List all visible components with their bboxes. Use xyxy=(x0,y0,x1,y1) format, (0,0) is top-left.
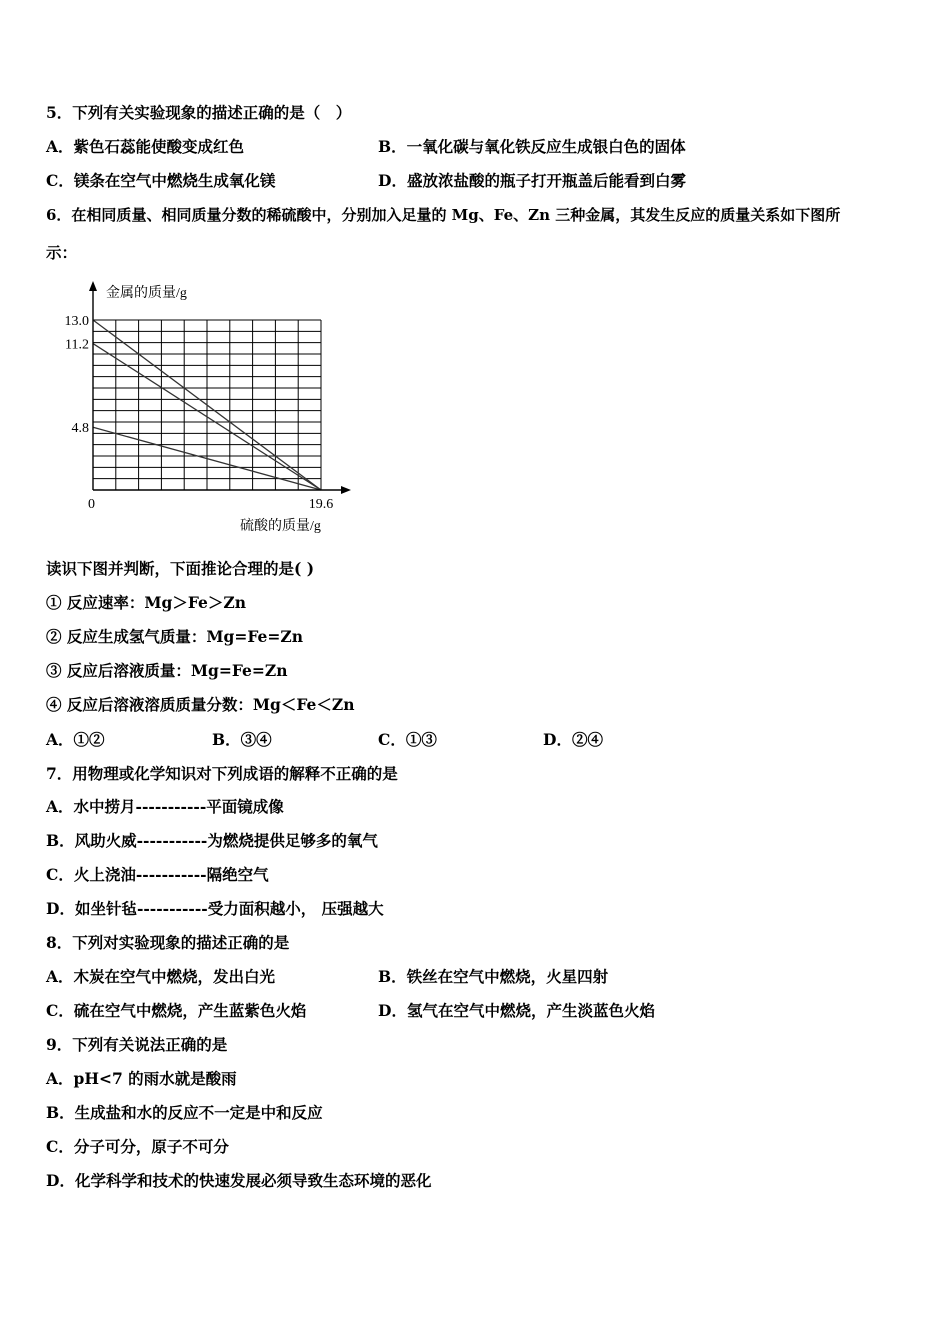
y-tick-label: 11.2 xyxy=(65,337,89,353)
q6-statement-1: ① 反应速率：Mg＞Fe＞Zn xyxy=(46,593,246,612)
q9-option-d: D．化学科学和技术的快速发展必须导致生态环境的恶化 xyxy=(46,1171,432,1190)
q6-option-c: C．①③ xyxy=(378,730,437,749)
q5-option-a: A．紫色石蕊能使酸变成红色 xyxy=(46,137,245,156)
q5-option-b: B．一氧化碳与氧化铁反应生成银白色的固体 xyxy=(378,137,686,156)
q5-stem: 5．下列有关实验现象的描述正确的是（ ） xyxy=(46,103,352,122)
q9-stem: 9．下列有关说法正确的是 xyxy=(46,1035,228,1054)
q6-statement-4: ④ 反应后溶液溶质质量分数：Mg＜Fe＜Zn xyxy=(46,695,355,714)
q9-option-b: B．生成盐和水的反应不一定是中和反应 xyxy=(46,1103,323,1122)
q6-option-b: B．③④ xyxy=(212,730,272,749)
q6-question: 读识下图并判断，下面推论合理的是( ) xyxy=(46,559,315,578)
x-axis-arrow xyxy=(341,486,351,494)
q7-option-b: B．风助火威-----------为燃烧提供足够多的氧气 xyxy=(46,831,378,850)
q6-statement-2: ② 反应生成氢气质量：Mg=Fe=Zn xyxy=(46,627,303,646)
q9-option-c: C．分子可分，原子不可分 xyxy=(46,1137,229,1156)
y-tick-label: 4.8 xyxy=(71,421,89,437)
q5-option-c: C．镁条在空气中燃烧生成氧化镁 xyxy=(46,171,276,190)
x-axis-label: 硫酸的质量/g xyxy=(240,519,321,534)
q6-stem-line2: 示： xyxy=(46,243,78,262)
q8-option-a: A．木炭在空气中燃烧，发出白光 xyxy=(46,967,276,986)
q6-option-a: A．①② xyxy=(46,730,105,749)
q6-statement-3: ③ 反应后溶液质量：Mg=Fe=Zn xyxy=(46,661,288,680)
q8-option-c: C．硫在空气中燃烧，产生蓝紫色火焰 xyxy=(46,1001,307,1020)
q7-stem: 7．用物理或化学知识对下列成语的解释不正确的是 xyxy=(46,764,398,783)
q6-stem-line1: 6．在相同质量、相同质量分数的稀硫酸中，分别加入足量的 Mg、Fe、Zn 三种金属，其发生反应的质量关系如下图所 xyxy=(46,206,841,224)
q9-option-a: A．pH<7 的雨水就是酸雨 xyxy=(46,1069,237,1088)
q5-option-d: D．盛放浓盐酸的瓶子打开瓶盖后能看到白雾 xyxy=(378,171,686,190)
q8-option-d: D．氢气在空气中燃烧，产生淡蓝色火焰 xyxy=(378,1001,655,1020)
q6-option-d: D．②④ xyxy=(543,730,603,749)
y-tick-label: 13.0 xyxy=(64,314,89,329)
origin-label: 0 xyxy=(88,497,95,512)
mass-relation-chart xyxy=(40,275,360,540)
q8-option-b: B．铁丝在空气中燃烧，火星四射 xyxy=(378,967,609,986)
q7-option-a: A．水中捞月-----------平面镜成像 xyxy=(46,797,284,816)
x-tick-label: 19.6 xyxy=(308,497,334,512)
q7-option-c: C．火上浇油-----------隔绝空气 xyxy=(46,865,269,884)
q7-option-d: D．如坐针毡-----------受力面积越小， 压强越大 xyxy=(46,899,384,918)
y-axis-label: 金属的质量/g xyxy=(106,286,187,301)
q8-stem: 8．下列对实验现象的描述正确的是 xyxy=(46,933,290,952)
y-axis-arrow xyxy=(89,281,97,291)
